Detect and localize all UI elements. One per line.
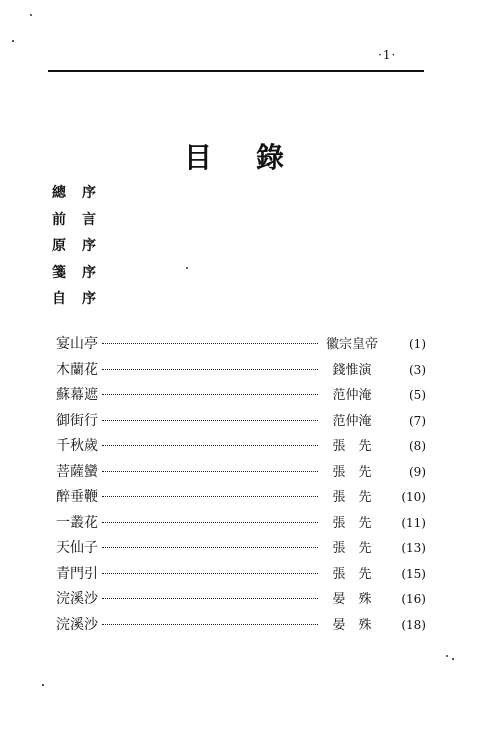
toc-entry-author: 徽宗皇帝 [325,337,378,352]
scan-speck [42,684,44,686]
toc-entry-page: (11) [401,515,426,530]
toc-entry-title: 蘇幕遮 [56,387,98,403]
toc-entry-page: (3) [409,362,426,377]
toc-entry-page: (10) [401,490,426,504]
dot-leader [102,471,318,472]
dot-leader [102,369,318,370]
toc-entry-page: (5) [409,388,426,402]
preface-item[interactable]: 自 序 [52,291,96,307]
toc-entry-author: 范仲淹 [332,413,372,429]
toc-entry-title: 浣溪沙 [56,616,98,633]
toc-entry[interactable] [56,460,426,486]
toc-entry-title: 一叢花 [56,514,98,531]
dot-leader [102,624,318,625]
toc-entry-page: (18) [401,617,426,632]
scan-speck [30,14,32,16]
toc-entry[interactable] [56,613,426,639]
toc-entry[interactable] [56,409,426,435]
toc-entry-title: 天仙子 [56,540,98,556]
page-title [184,136,284,176]
dot-leader [102,445,318,446]
dot-leader [102,547,318,548]
scan-speck [446,655,448,657]
header-rule [48,70,424,72]
toc-entry-author: 張 先 [332,541,372,556]
preface-item[interactable]: 箋 序 [52,264,96,281]
toc-entry-page: (9) [409,464,426,479]
dot-leader [102,343,318,344]
toc-entry[interactable] [56,587,426,613]
toc-entry-title: 青門引 [56,565,98,582]
dot-leader [102,573,318,574]
toc-entry-page: (1) [409,337,426,351]
page-number: ·1· [378,48,397,62]
toc-entry-author: 張 先 [332,490,372,505]
dot-leader [102,420,318,421]
preface-item[interactable]: 原 序 [52,238,96,254]
toc-entry-page: (7) [409,413,426,428]
toc-entry-author: 晏 殊 [332,592,372,607]
toc-entry-author: 張 先 [332,566,372,582]
toc-entry-author: 張 先 [332,464,372,480]
toc-entry-page: (8) [409,439,426,453]
preface-item[interactable]: 前 言 [52,211,96,228]
toc-entry[interactable] [56,562,426,588]
toc-entry-title: 御街行 [56,412,98,429]
toc-entry-author: 晏 殊 [332,617,372,633]
toc-entry[interactable] [56,485,426,511]
toc-entry-author: 張 先 [332,439,372,454]
page-title-char: 錄 [256,141,285,174]
toc-entry[interactable] [56,434,426,460]
preface-item[interactable]: 總 序 [52,185,96,201]
toc-entry-author: 錢惟演 [332,362,372,378]
scan-speck [12,40,14,42]
dot-leader [102,522,318,523]
scan-speck [452,658,454,660]
toc-entry-title: 醉垂鞭 [56,489,98,505]
dot-leader [102,394,318,395]
toc-entry-title: 木蘭花 [56,361,98,378]
toc-entry-title: 浣溪沙 [56,591,98,607]
dot-leader [102,598,318,599]
toc-entry-title: 宴山亭 [56,336,98,352]
toc-entry[interactable] [56,332,426,358]
toc-entry-page: (16) [401,592,426,606]
toc-entry-page: (13) [401,541,426,555]
toc-entry[interactable] [56,358,426,384]
toc-list [56,332,426,638]
page-title-char: 目 [184,141,213,174]
toc-entry-author: 張 先 [332,515,372,531]
toc-entry-title: 千秋歲 [56,438,98,454]
scan-speck [186,267,188,269]
toc-entry-title: 菩薩蠻 [56,463,98,480]
preface-list [52,180,96,313]
toc-entry-page: (15) [401,566,426,581]
toc-entry-author: 范仲淹 [332,388,372,403]
toc-entry[interactable] [56,511,426,537]
toc-entry[interactable] [56,383,426,409]
toc-entry[interactable] [56,536,426,562]
dot-leader [102,496,318,497]
